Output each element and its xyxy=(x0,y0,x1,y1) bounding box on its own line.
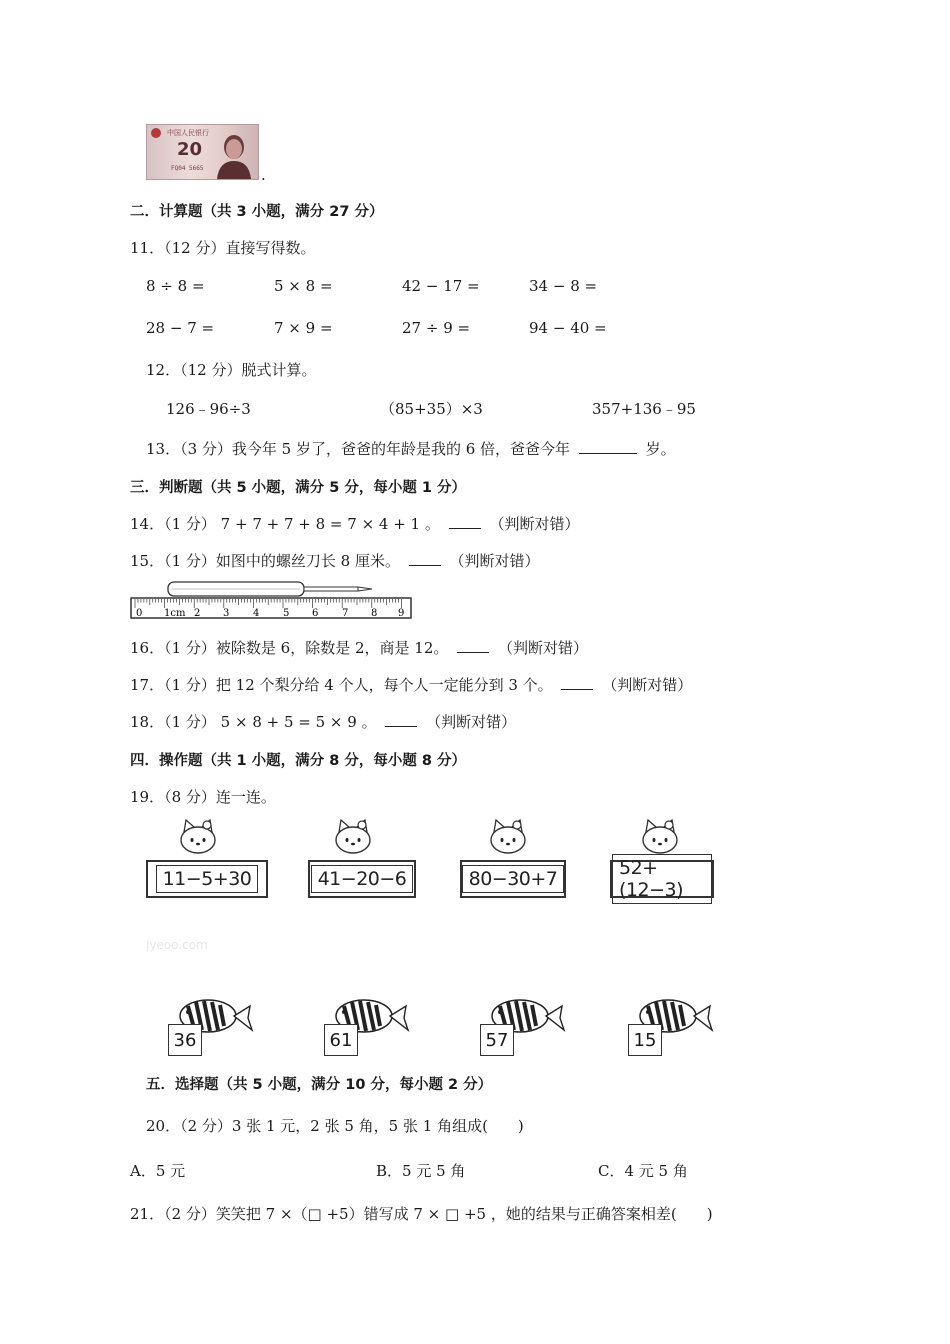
expression-card-4[interactable] xyxy=(610,857,714,901)
q16-prefix: 16．（1 分）被除数是 6，除数是 2，商是 12。 xyxy=(130,639,449,657)
q13-answer-blank[interactable] xyxy=(579,439,637,454)
q15-prefix: 15．（1 分）如图中的螺丝刀长 8 厘米。 xyxy=(130,552,400,570)
emblem-icon xyxy=(151,128,161,138)
expression-card-4-text: 52+(12−3) xyxy=(612,854,712,904)
q11-r2-c4: 94 − 40 = xyxy=(529,319,607,337)
q12-prompt: 12．（12 分）脱式计算。 xyxy=(146,361,317,379)
ruler-label-5: 5 xyxy=(283,608,290,619)
watermark: jyeoo.com xyxy=(146,938,208,952)
q14-suffix: （判断对错） xyxy=(489,515,580,533)
ruler-label-6: 6 xyxy=(312,608,319,619)
q19-prompt: 19．（8 分）连一连。 xyxy=(130,788,276,806)
banknote-trailing-period: . xyxy=(261,166,266,184)
expression-card-2[interactable] xyxy=(308,860,416,898)
banknote-denomination: 20 xyxy=(177,139,203,160)
q16-suffix: （判断对错） xyxy=(497,639,588,657)
section3-title: 三．判断题（共 5 小题，满分 5 分，每小题 1 分） xyxy=(130,480,467,496)
q13 xyxy=(146,438,676,459)
portrait-icon xyxy=(215,131,253,179)
section5-title: 五．选择题（共 5 小题，满分 10 分，每小题 2 分） xyxy=(146,1077,493,1093)
expression-card-1-text: 11−5+30 xyxy=(156,865,259,893)
q17-prefix: 17．（1 分）把 12 个梨分给 4 个人，每个人一定能分到 3 个。 xyxy=(130,676,553,694)
ruler-label-7: 7 xyxy=(342,608,349,619)
expression-card-2-text: 41−20−6 xyxy=(311,865,414,893)
section4-title: 四．操作题（共 1 小题，满分 8 分，每小题 8 分） xyxy=(130,753,467,769)
q17 xyxy=(130,674,692,695)
kitty-icon xyxy=(488,818,528,854)
q12-item-1: 126﹣96÷3 xyxy=(166,400,251,418)
q11-r2-c1: 28 − 7 = xyxy=(146,319,215,337)
ruler-label-2: 2 xyxy=(194,608,201,619)
q20-option-c[interactable]: C．4 元 5 角 xyxy=(598,1162,688,1180)
q11-r1-c4: 34 − 8 = xyxy=(529,277,598,295)
fish-number-3[interactable]: 57 xyxy=(480,1024,514,1056)
kitty-icon xyxy=(640,818,680,854)
ruler-label-3: 3 xyxy=(223,608,230,619)
q14-answer-blank[interactable] xyxy=(449,514,481,529)
q11-r1-c2: 5 × 8 = xyxy=(274,277,333,295)
kitty-icon xyxy=(333,818,373,854)
q13-prefix: 13．（3 分）我今年 5 岁了，爸爸的年龄是我的 6 倍，爸爸今年 xyxy=(146,440,571,458)
q17-suffix: （判断对错） xyxy=(602,676,693,694)
q11-r2-c3: 27 ÷ 9 = xyxy=(402,319,471,337)
q14-prefix: 14．（1 分） 7 + 7 + 7 + 8 = 7 × 4 + 1 。 xyxy=(130,515,440,533)
q15-answer-blank[interactable] xyxy=(409,551,441,566)
q18-suffix: （判断对错） xyxy=(426,713,517,731)
fish-number-4[interactable]: 15 xyxy=(628,1024,662,1056)
q11-r2-c2: 7 × 9 = xyxy=(274,319,333,337)
fish-number-1[interactable]: 36 xyxy=(168,1024,202,1056)
q14 xyxy=(130,513,579,534)
q16-answer-blank[interactable] xyxy=(457,638,489,653)
q20-option-a[interactable]: A．5 元 xyxy=(130,1162,186,1180)
banknote-image xyxy=(146,124,259,180)
q15 xyxy=(130,550,540,571)
q12-item-2: （85+35）×3 xyxy=(380,400,483,418)
q18 xyxy=(130,711,516,732)
q15-suffix: （判断对错） xyxy=(449,552,540,570)
q11-r1-c1: 8 ÷ 8 = xyxy=(146,277,205,295)
q20-option-b[interactable]: B．5 元 5 角 xyxy=(376,1162,466,1180)
expression-card-3[interactable] xyxy=(460,860,566,898)
q16 xyxy=(130,637,588,658)
banknote-serial: FQ04 5665 xyxy=(171,165,204,172)
ruler-label-0: 0 xyxy=(136,608,143,619)
ruler-label-8: 8 xyxy=(371,608,378,619)
ruler-label-4: 4 xyxy=(253,608,260,619)
ruler-label-9: 9 xyxy=(398,608,405,619)
q21-prompt: 21．（2 分）笑笑把 7 ×（□ +5）错写成 7 × □ +5 ，她的结果与正确答案相差( ) xyxy=(130,1205,713,1223)
q11-prompt: 11．（12 分）直接写得数。 xyxy=(130,239,316,257)
banknote-header: 中国人民银行 xyxy=(167,129,209,137)
q13-suffix: 岁。 xyxy=(645,440,676,458)
q17-answer-blank[interactable] xyxy=(561,675,593,690)
expression-card-3-text: 80−30+7 xyxy=(462,865,565,893)
ruler-figure xyxy=(128,578,414,622)
q18-answer-blank[interactable] xyxy=(385,712,417,727)
q12-item-3: 357+136﹣95 xyxy=(592,400,696,418)
ruler-label-1: 1cm xyxy=(164,608,186,619)
section2-title: 二．计算题（共 3 小题，满分 27 分） xyxy=(130,204,384,220)
fish-number-2[interactable]: 61 xyxy=(324,1024,358,1056)
q20-prompt: 20．（2 分）3 张 1 元，2 张 5 角，5 张 1 角组成( ) xyxy=(146,1117,524,1135)
screwdriver-icon xyxy=(168,582,372,596)
expression-card-1[interactable] xyxy=(146,860,268,898)
q11-r1-c3: 42 − 17 = xyxy=(402,277,480,295)
q18-prefix: 18．（1 分） 5 × 8 + 5 = 5 × 9 。 xyxy=(130,713,377,731)
kitty-icon xyxy=(178,818,218,854)
